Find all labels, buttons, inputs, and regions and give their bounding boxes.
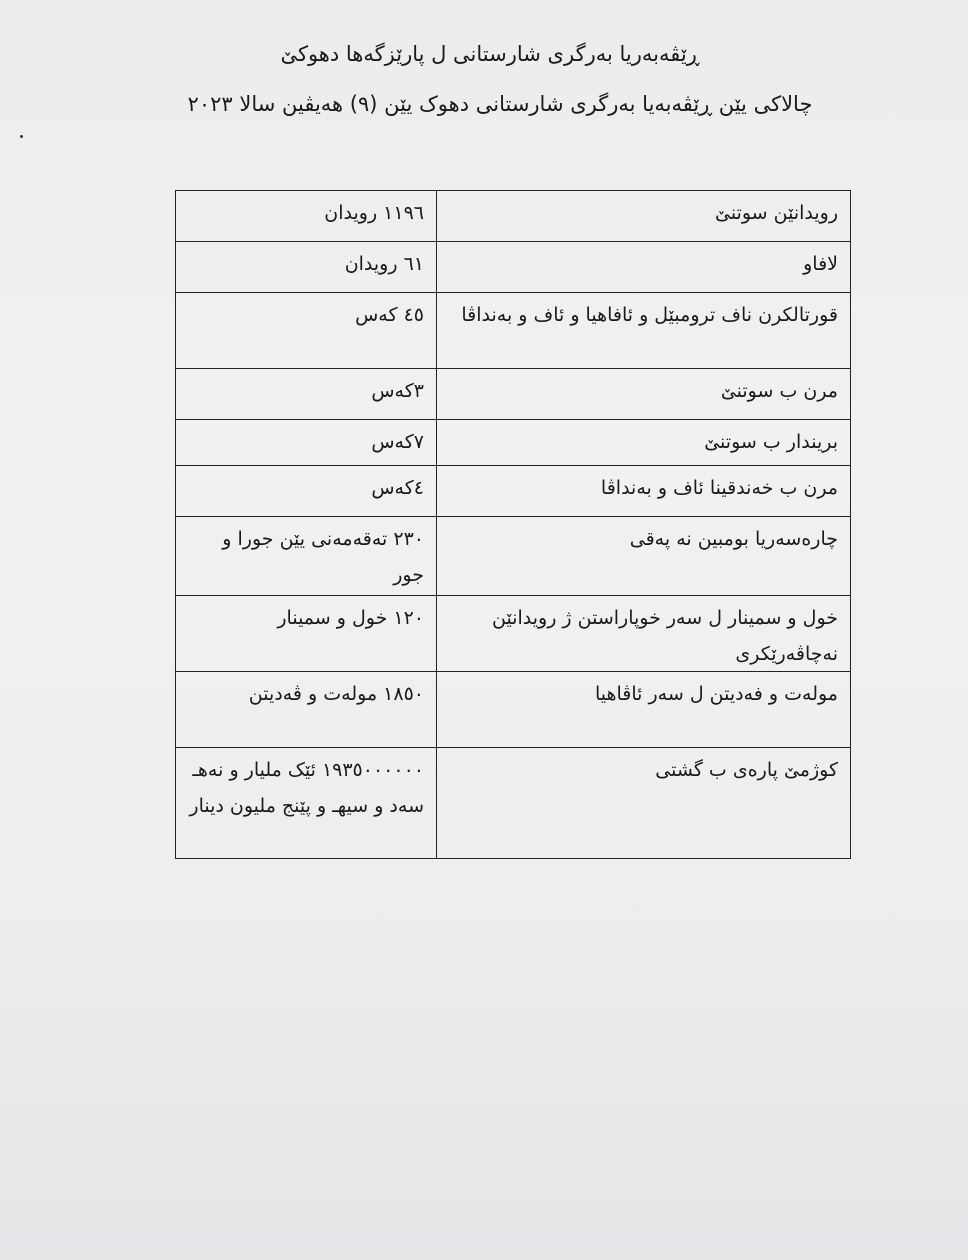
- row-label: مرن ب سوتنێ: [436, 369, 851, 419]
- row-label: رویدانێن سوتنێ: [436, 191, 851, 241]
- row-label: مرن ب خەندقینا ئاف و بەنداڤا: [436, 466, 851, 516]
- row-label: خول و سمینار ل سەر خوپاراستن ژ رویدانێن نەچاڤەرێکری: [436, 596, 851, 671]
- row-value: ٤کەس: [371, 477, 424, 499]
- stray-dot: [20, 135, 23, 138]
- row-value: ٧کەس: [371, 431, 424, 453]
- row-value: ١٨٥٠ مولەت و ڤەدیتن: [248, 683, 424, 705]
- table-row: [176, 369, 851, 420]
- row-value: ٢٣٠ تەقەمەنی یێن جورا و جور: [222, 528, 424, 586]
- document-title: ڕێڤەبەریا بەرگری شارستانی ل پارێزگەها دهوکێ: [280, 42, 700, 66]
- table-row: [176, 596, 851, 672]
- table-row: [176, 466, 851, 517]
- table-row: [176, 748, 851, 859]
- table-row: [176, 517, 851, 596]
- table-row: [176, 293, 851, 369]
- row-label: لافاو: [436, 242, 851, 292]
- activities-table: [175, 190, 851, 859]
- row-label: بریندار ب سوتنێ: [436, 420, 851, 465]
- table-row: [176, 672, 851, 748]
- document-subtitle: چالاکی یێن ڕێڤەبەیا بەرگری شارستانی دهوک یێن (٩) هەیڤین سالا ٢٠٢٣: [187, 92, 813, 116]
- row-value: ١٢٠ خول و سمینار: [277, 607, 424, 629]
- row-value: ١١٩٦ رویدان: [324, 202, 424, 224]
- table-row: [176, 420, 851, 466]
- row-label: چارەسەریا بومبین نە پەقی: [436, 517, 851, 595]
- row-value: ٤٥ کەس: [355, 304, 424, 326]
- row-value: ٣کەس: [371, 380, 424, 402]
- row-value: ٦١ رویدان: [344, 253, 424, 275]
- table-row: [176, 242, 851, 293]
- table-row: [176, 191, 851, 242]
- row-label: کوژمێ پارەی ب گشتی: [436, 748, 851, 858]
- row-value: ١٩٣٥٠٠٠٠٠٠ ئێک ملیار و نەهـ سەد و سیهـ و پێنج ملیون دینار: [189, 759, 424, 817]
- row-label: مولەت و فەدیتن ل سەر ئاڤاهیا: [436, 672, 851, 747]
- row-label: قورتالکرن ناف ترومبێل و ئافاهیا و ئاف و بەنداڤا: [436, 293, 851, 368]
